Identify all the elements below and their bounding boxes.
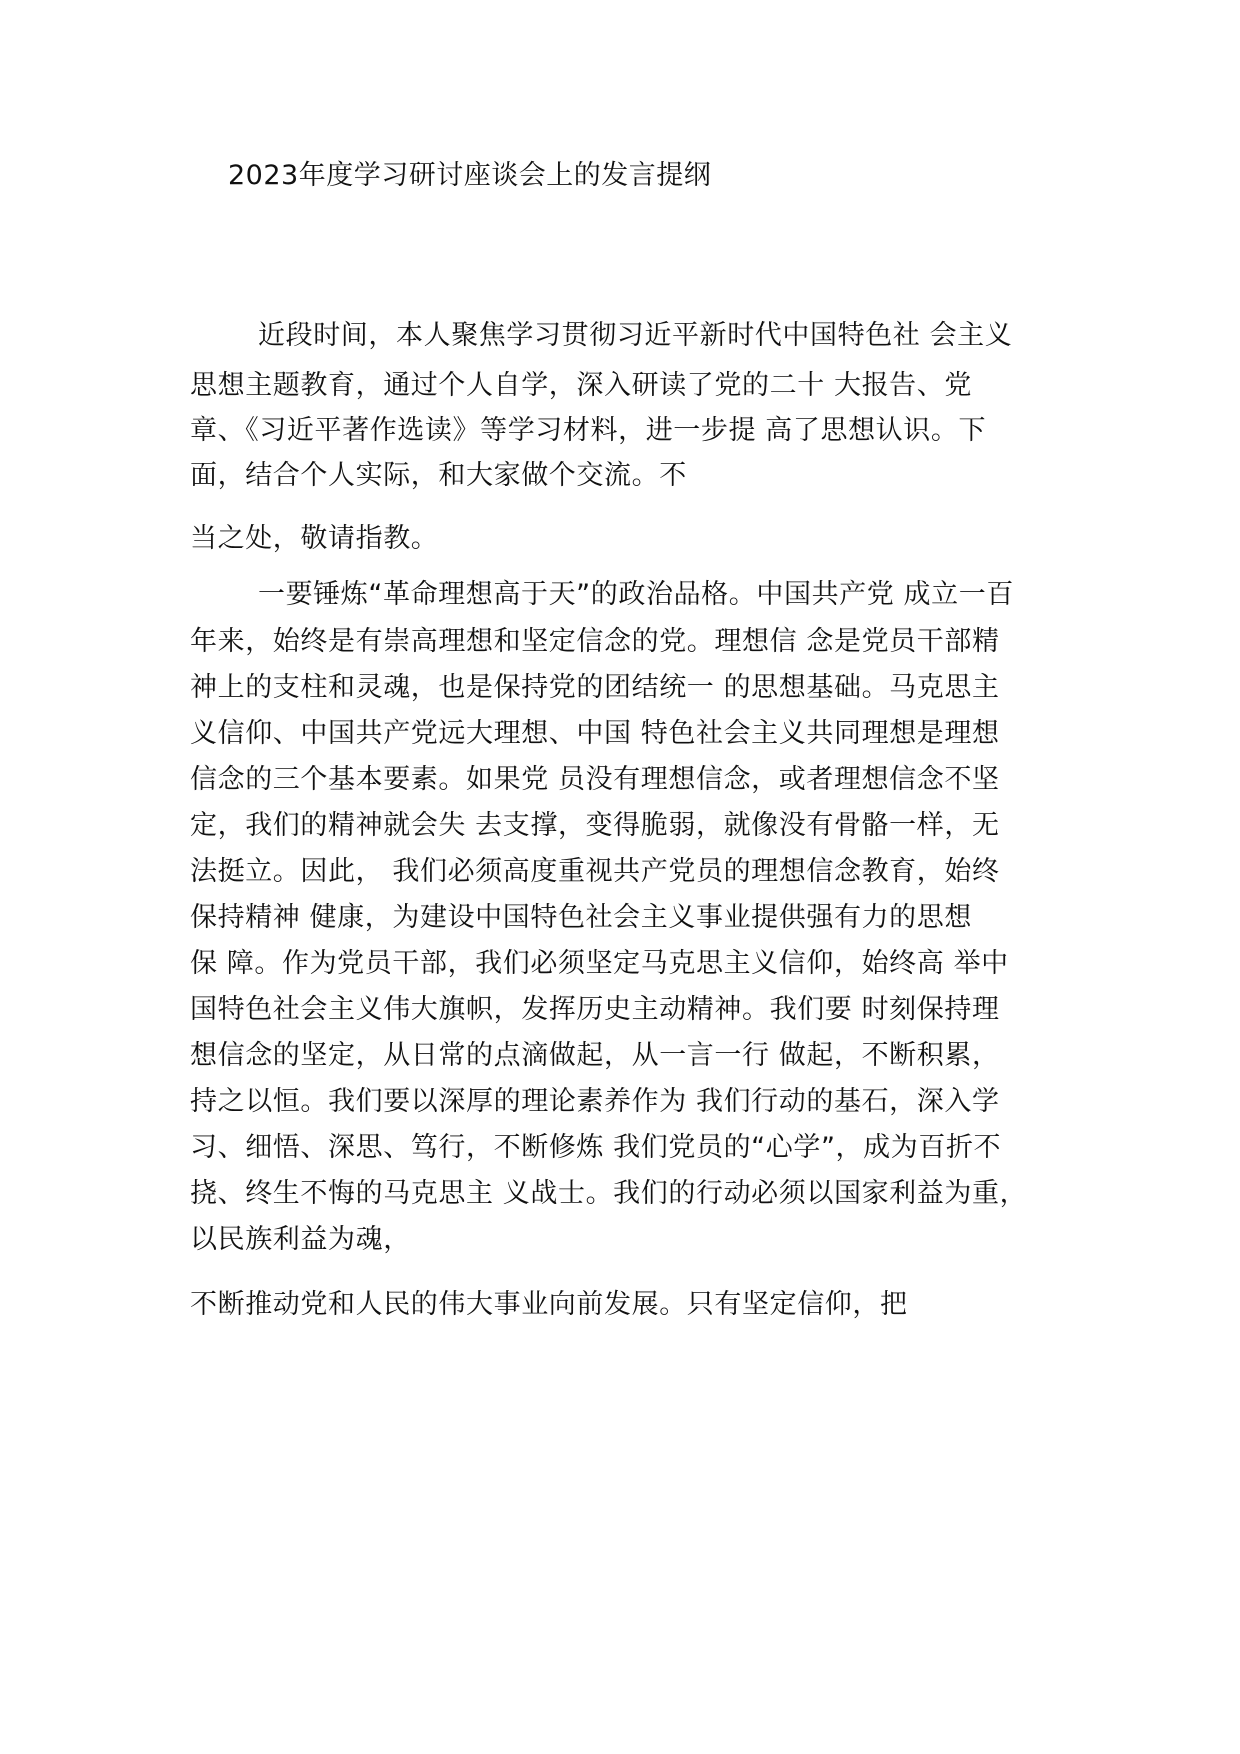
paragraph-line: 当之处，敬请指教。 (190, 523, 439, 554)
paragraph-line: 定，我们的精神就会失 去支撑，变得脆弱，就像没有骨骼一样，无 (190, 810, 1000, 841)
paragraph-line: 近段时间，本人聚焦学习贯彻习近平新时代中国特色社 会主义 (258, 320, 1013, 351)
paragraph-line: 国特色社会主义伟大旗帜，发挥历史主动精神。我们要 时刻保持理 (190, 994, 1000, 1025)
paragraph-line: 以民族利益为魂， (190, 1224, 411, 1255)
paragraph-line: 保 障。作为党员干部，我们必须坚定马克思主义信仰，始终高 举中 (190, 948, 1009, 979)
paragraph-line: 思想主题教育，通过个人自学，深入研读了党的二十 大报告、党 (190, 370, 972, 401)
paragraph-line: 法挺立。因此， 我们必须高度重视共产党员的理想信念教育，始终 (190, 856, 1000, 887)
paragraph-line: 持之以恒。我们要以深厚的理论素养作为 我们行动的基石，深入学 (190, 1086, 1000, 1117)
paragraph-line: 保持精神 健康，为建设中国特色社会主义事业提供强有力的思想 (190, 902, 972, 933)
paragraph-line: 神上的支柱和灵魂，也是保持党的团结统一 的思想基础。马克思主 (190, 672, 1000, 703)
paragraph-line: 习、细悟、深思、笃行，不断修炼 我们党员的“心学”，成为百折不 (190, 1132, 1002, 1163)
paragraph-line: 一要锤炼“革命理想高于天”的政治品格。中国共产党 成立一百 (258, 579, 1014, 610)
paragraph-line: 义信仰、中国共产党远大理想、中国 特色社会主义共同理想是理想 (190, 718, 1000, 749)
paragraph-line: 面，结合个人实际，和大家做个交流。不 (190, 460, 687, 491)
paragraph-line: 想信念的坚定，从日常的点滴做起，从一言一行 做起，不断积累， (190, 1040, 1000, 1071)
paragraph-line: 挠、终生不悔的马克思主 义战士。我们的行动必须以国家利益为重， (190, 1178, 1028, 1209)
paragraph-line: 章、《习近平著作选读》等学习材料，进一步提 高了思想认识。下 (190, 415, 987, 446)
paragraph-line: 年来，始终是有崇高理想和坚定信念的党。理想信 念是党员干部精 (190, 626, 1000, 657)
paragraph-line: 信念的三个基本要素。如果党 员没有理想信念，或者理想信念不坚 (190, 764, 1000, 795)
paragraph-line: 不断推动党和人民的伟大事业向前发展。只有坚定信仰，把 (190, 1289, 908, 1320)
document-title: 2023年度学习研讨座谈会上的发言提纲 (228, 160, 712, 191)
